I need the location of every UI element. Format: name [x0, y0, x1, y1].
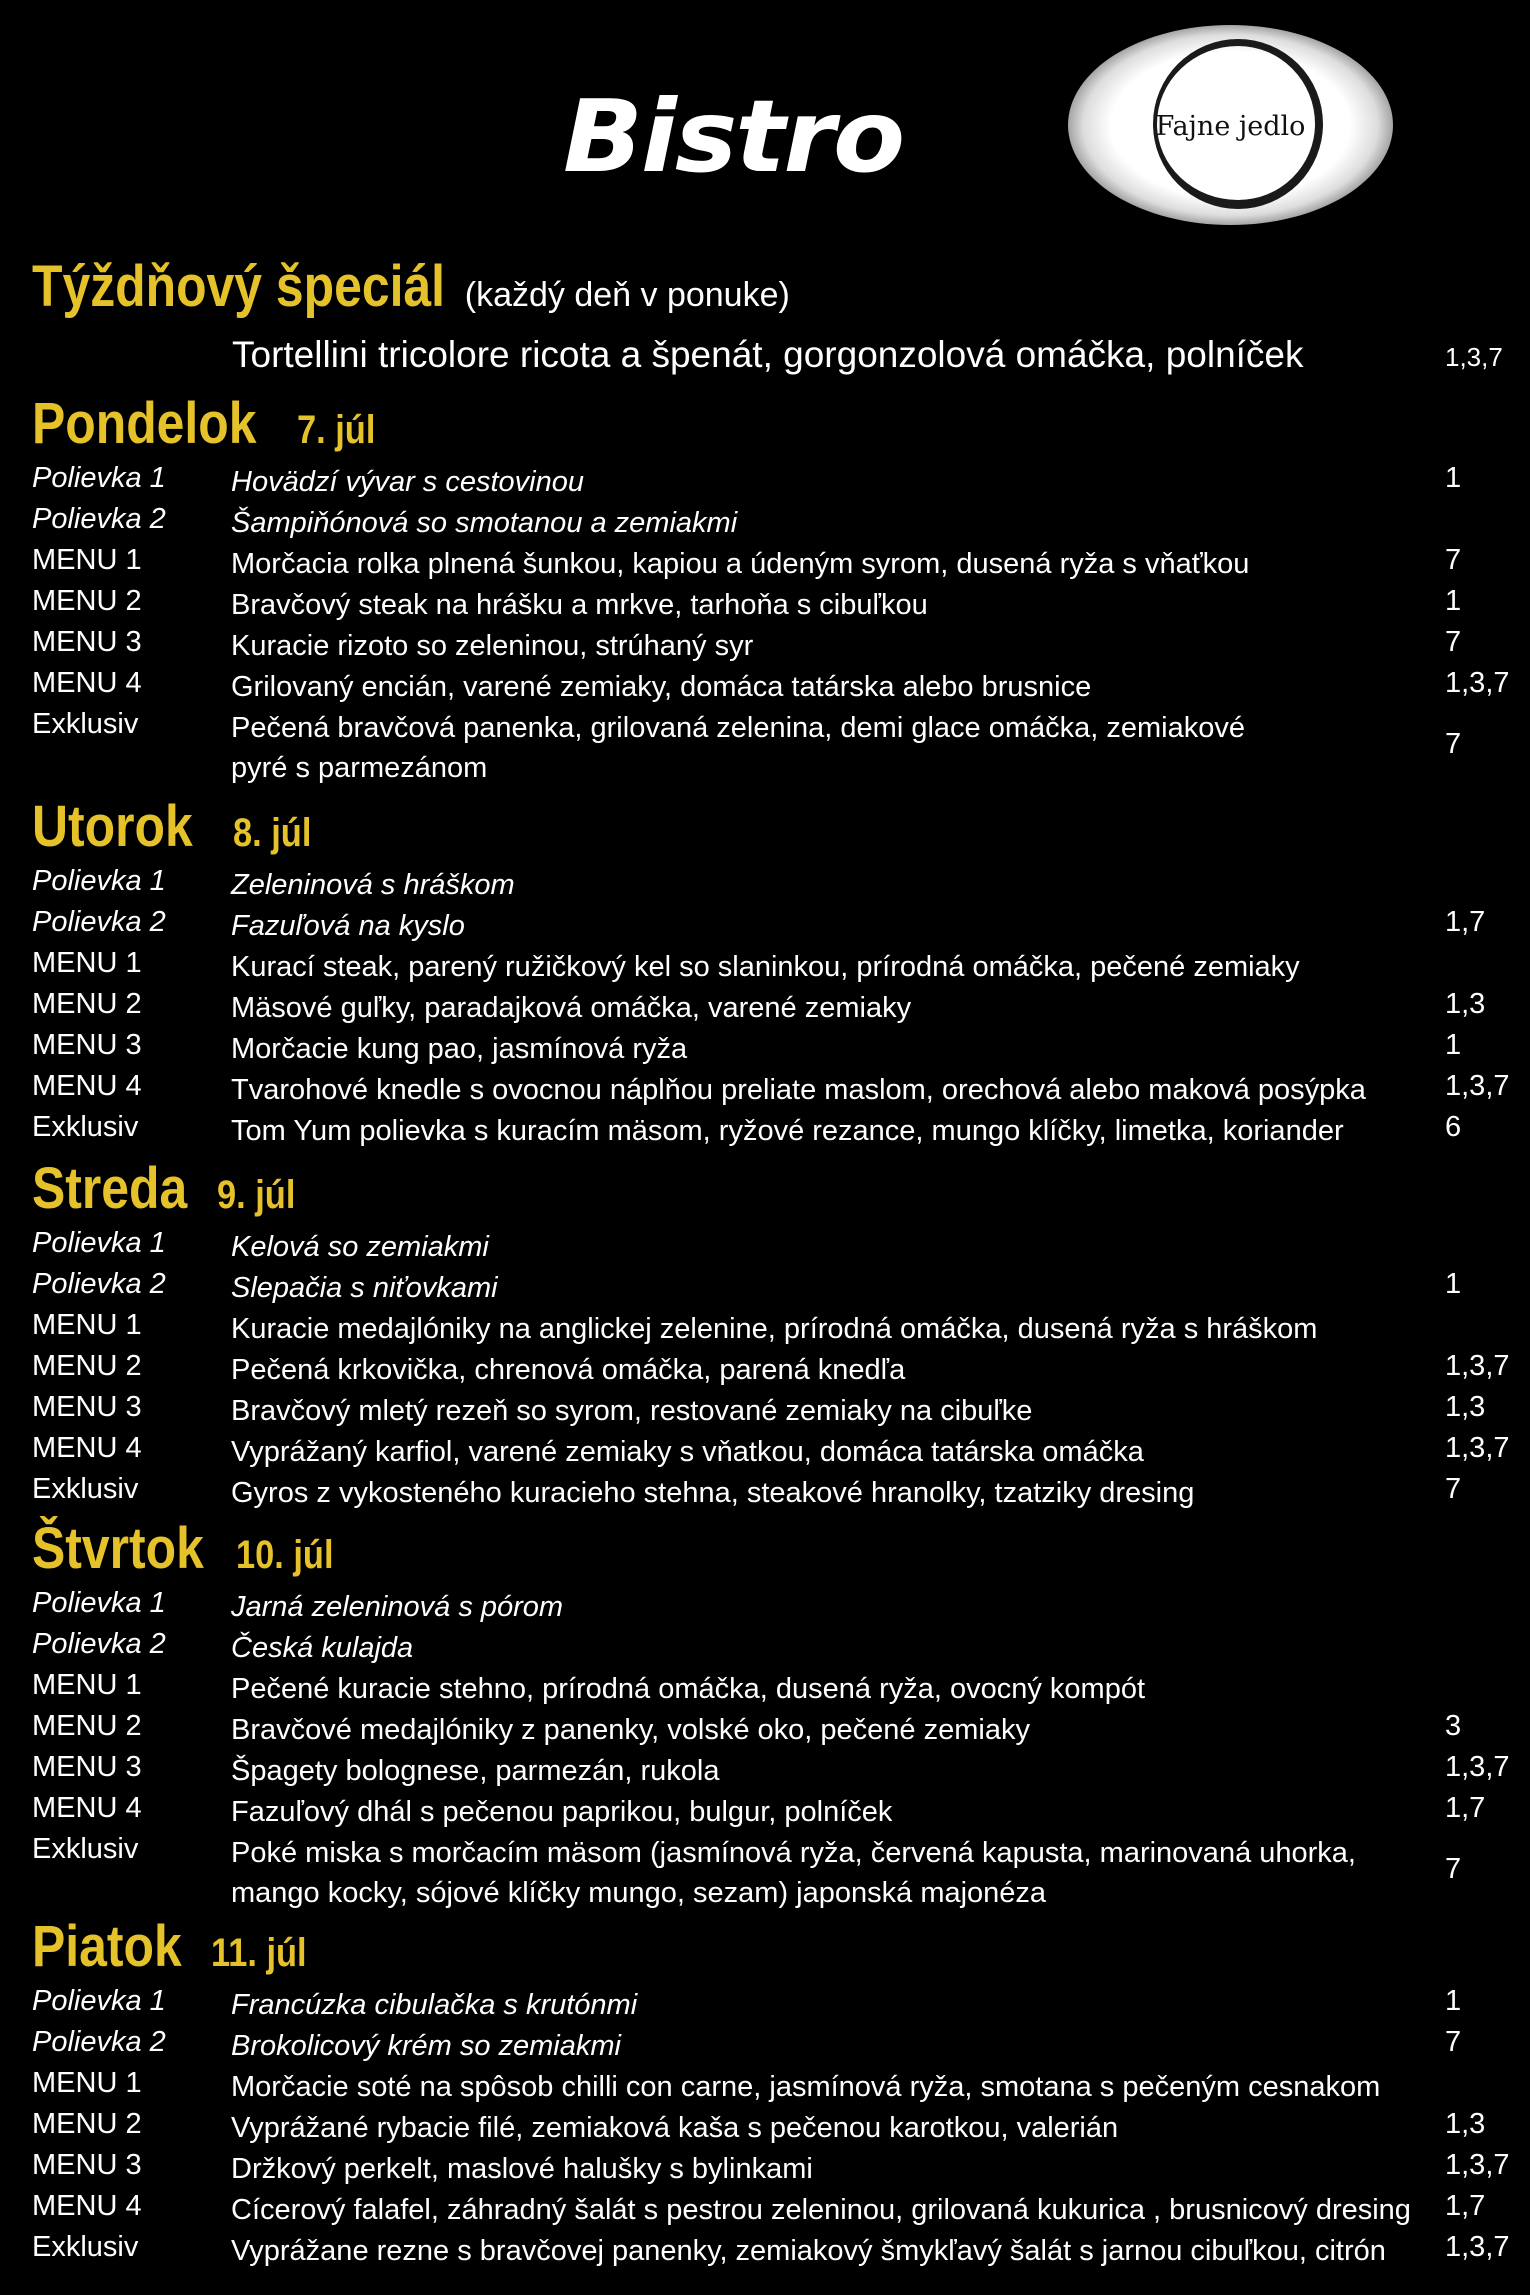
menu-row — [0, 540, 1530, 581]
menu-row — [0, 1829, 1530, 1910]
menu-row — [0, 2186, 1530, 2227]
item-label: MENU 2 — [32, 988, 142, 1020]
item-label: Exklusiv — [32, 708, 139, 740]
item-dish: Gyros z vykosteného kuracieho stehna, steakové hranolky, tzatziky dresing — [231, 1477, 1195, 1509]
menu-row — [0, 1981, 1530, 2022]
menu-row — [0, 1428, 1530, 1469]
item-label: MENU 2 — [32, 585, 142, 617]
item-allergens: 1,7 — [1445, 2190, 1486, 2222]
item-label: Polievka 1 — [32, 1985, 166, 2017]
item-label: Exklusiv — [32, 1111, 139, 1143]
item-label: MENU 4 — [32, 2190, 142, 2222]
item-label: MENU 2 — [32, 1710, 142, 1742]
weekly-special-subtitle: (každý deň v ponuke) — [464, 276, 790, 314]
item-dish: Cícerový falafel, záhradný šalát s pestrou zeleninou, grilovaná kukurica , brusnicový dresing — [231, 2194, 1411, 2226]
item-label: Polievka 2 — [32, 2026, 166, 2058]
item-allergens: 1,3,7 — [1445, 2231, 1510, 2263]
item-dish: Tom Yum polievka s kuracím mäsom, ryžové rezance, mungo klíčky, limetka, koriander — [231, 1115, 1344, 1147]
item-dish: Poké miska s morčacím mäsom (jasmínová ryža, červená kapusta, marinovaná uhorka, mango kocky, sójové klíčky mungo, sezam) japonská majonéza — [231, 1837, 1356, 1909]
item-dish: Bravčový mletý rezeň so syrom, restované zemiaky na cibuľke — [231, 1395, 1033, 1427]
day-title — [32, 390, 389, 457]
item-dish: Morčacie kung pao, jasmínová ryža — [231, 1033, 688, 1065]
item-label: Polievka 2 — [32, 906, 166, 938]
item-label: Polievka 1 — [32, 1587, 166, 1619]
item-allergens: 1,3 — [1445, 1391, 1486, 1423]
item-dish: Jarná zeleninová s pórom — [231, 1591, 564, 1623]
day-title — [32, 1913, 322, 1980]
item-allergens: 1 — [1445, 1029, 1462, 1061]
menu-row — [0, 1264, 1530, 1305]
item-dish: Fazuľový dhál s pečenou paprikou, bulgur, polníček — [231, 1796, 893, 1828]
day-date: 9. júl — [216, 1173, 296, 1217]
item-allergens: 1,7 — [1445, 906, 1486, 938]
menu-row — [0, 1583, 1530, 1624]
day-items — [0, 1981, 1530, 2268]
item-allergens: 7 — [1445, 544, 1462, 576]
item-dish: Slepačia s niťovkami — [231, 1272, 498, 1304]
item-allergens: 1,3,7 — [1445, 667, 1510, 699]
item-allergens: 7 — [1445, 2026, 1462, 2058]
item-allergens: 1 — [1445, 585, 1462, 617]
item-allergens: 7 — [1445, 626, 1462, 658]
item-dish: Česká kulajda — [231, 1632, 414, 1664]
item-dish: Bravčové medajlóniky z panenky, volské oko, pečené zemiaky — [231, 1714, 1030, 1746]
day-name: Pondelok — [32, 391, 257, 456]
day-date: 8. júl — [233, 811, 312, 855]
weekly-special-title: Týždňový špeciál — [32, 254, 446, 319]
menu-row — [0, 1346, 1530, 1387]
menu-row — [0, 1665, 1530, 1706]
item-dish: Mäsové guľky, paradajková omáčka, varené zemiaky — [231, 992, 912, 1024]
item-allergens: 1,3 — [1445, 988, 1486, 1020]
day-items — [0, 1583, 1530, 1910]
weekly-special-allergens: 1,3,7 — [1445, 342, 1503, 372]
item-label: MENU 4 — [32, 1070, 142, 1102]
menu-row — [0, 2145, 1530, 2186]
item-label: MENU 3 — [32, 1391, 142, 1423]
item-allergens: 7 — [1445, 1473, 1462, 1505]
day-title — [32, 1515, 350, 1582]
item-dish: Špagety bolognese, parmezán, rukola — [231, 1755, 720, 1787]
weekly-special-heading — [32, 253, 790, 320]
menu-row — [0, 2104, 1530, 2145]
item-label: Polievka 1 — [32, 462, 166, 494]
menu-row — [0, 704, 1530, 785]
item-label: MENU 1 — [32, 2067, 142, 2099]
item-dish: Kuracie medajlóniky na anglickej zelenine, prírodná omáčka, dusená ryža s hráškom — [231, 1313, 1318, 1345]
item-label: MENU 2 — [32, 1350, 142, 1382]
menu-row — [0, 1223, 1530, 1264]
day-date: 11. júl — [210, 1931, 307, 1975]
item-dish: Bravčový steak na hrášku a mrkve, tarhoňa s cibuľkou — [231, 589, 928, 621]
menu-row — [0, 1706, 1530, 1747]
menu-row — [0, 1387, 1530, 1428]
item-dish: Pečené kuracie stehno, prírodná omáčka, dusená ryža, ovocný kompót — [231, 1673, 1146, 1705]
item-allergens: 1 — [1445, 462, 1462, 494]
item-label: MENU 2 — [32, 2108, 142, 2140]
menu-row — [0, 1624, 1530, 1665]
item-label: Exklusiv — [32, 2231, 139, 2263]
menu-row — [0, 2022, 1530, 2063]
item-label: MENU 1 — [32, 947, 142, 979]
item-allergens: 1 — [1445, 1268, 1462, 1300]
item-label: MENU 3 — [32, 626, 142, 658]
item-dish: Hovädzí vývar s cestovinou — [231, 466, 584, 498]
item-dish: Pečená bravčová panenka, grilovaná zelenina, demi glace omáčka, zemiakové pyré s parmezánom — [231, 712, 1245, 784]
item-allergens: 1,3 — [1445, 2108, 1486, 2140]
item-label: MENU 1 — [32, 544, 142, 576]
menu-row — [0, 1305, 1530, 1346]
item-dish: Tvarohové knedle s ovocnou náplňou preliate maslom, orechová alebo maková posýpka — [231, 1074, 1366, 1106]
menu-row — [0, 622, 1530, 663]
item-allergens: 1,3,7 — [1445, 1751, 1510, 1783]
item-dish: Šampiňónová so smotanou a zemiakmi — [231, 507, 738, 539]
menu-row — [0, 581, 1530, 622]
item-dish: Vyprážaný karfiol, varené zemiaky s vňatkou, domáca tatárska omáčka — [231, 1436, 1144, 1468]
item-allergens: 1,7 — [1445, 1792, 1486, 1824]
item-dish: Kelová so zemiakmi — [231, 1231, 489, 1263]
menu-row — [0, 2063, 1530, 2104]
item-allergens: 3 — [1445, 1710, 1462, 1742]
item-dish: Kuracie rizoto so zeleninou, strúhaný syr — [231, 630, 754, 662]
item-dish: Zeleninová s hráškom — [231, 869, 515, 901]
menu-row — [0, 902, 1530, 943]
day-name: Streda — [32, 1156, 188, 1221]
day-date: 10. júl — [236, 1533, 334, 1577]
item-label: Exklusiv — [32, 1833, 139, 1865]
item-dish: Vyprážane rezne s bravčovej panenky, zemiakový šmykľavý šalát s jarnou cibuľkou, citrón — [231, 2235, 1386, 2267]
menu-row — [0, 2227, 1530, 2268]
day-items — [0, 458, 1530, 785]
item-dish: Brokolicový krém so zemiakmi — [231, 2030, 621, 2062]
menu-row — [0, 1025, 1530, 1066]
menu-row — [0, 663, 1530, 704]
logo-text: Fajne jedlo — [1155, 111, 1306, 142]
item-allergens: 7 — [1445, 1853, 1462, 1885]
menu-row — [0, 499, 1530, 540]
item-allergens: 7 — [1445, 728, 1462, 760]
item-dish: Držkový perkelt, maslové halušky s bylinkami — [231, 2153, 813, 2185]
day-name: Utorok — [32, 794, 193, 859]
menu-row — [0, 984, 1530, 1025]
bistro-title: Bistro — [563, 78, 904, 195]
menu-row — [0, 1066, 1530, 1107]
item-dish: Vyprážané rybacie filé, zemiaková kaša s pečenou karotkou, valerián — [231, 2112, 1119, 2144]
logo — [1068, 25, 1393, 225]
item-dish: Grilovaný encián, varené zemiaky, domáca tatárska alebo brusnice — [231, 671, 1092, 703]
day-items — [0, 1223, 1530, 1510]
item-dish: Pečená krkovička, chrenová omáčka, parená knedľa — [231, 1354, 906, 1386]
item-dish: Fazuľová na kyslo — [231, 910, 465, 942]
menu-row — [0, 943, 1530, 984]
item-label: MENU 3 — [32, 1751, 142, 1783]
item-label: Polievka 2 — [32, 503, 166, 535]
menu-row — [0, 1747, 1530, 1788]
item-label: Exklusiv — [32, 1473, 139, 1505]
item-allergens: 1 — [1445, 1985, 1462, 2017]
day-name: Štvrtok — [32, 1516, 204, 1581]
menu-row — [0, 1469, 1530, 1510]
item-dish: Morčacia rolka plnená šunkou, kapiou a údeným syrom, dusená ryža s vňaťkou — [231, 548, 1250, 580]
menu-row — [0, 1788, 1530, 1829]
item-label: Polievka 1 — [32, 1227, 166, 1259]
item-allergens: 1,3,7 — [1445, 2149, 1510, 2181]
weekly-special-dish: Tortellini tricolore ricota a špenát, gorgonzolová omáčka, polníček — [232, 334, 1304, 375]
day-items — [0, 861, 1530, 1148]
item-dish: Morčacie soté na spôsob chilli con carne, jasmínová ryža, smotana s pečeným cesnakom — [231, 2071, 1381, 2103]
day-date: 7. júl — [297, 408, 376, 452]
item-label: MENU 1 — [32, 1309, 142, 1341]
menu-row — [0, 861, 1530, 902]
item-allergens: 1,3,7 — [1445, 1070, 1510, 1102]
item-label: Polievka 2 — [32, 1628, 166, 1660]
item-label: MENU 3 — [32, 2149, 142, 2181]
item-allergens: 1,3,7 — [1445, 1432, 1510, 1464]
item-allergens: 6 — [1445, 1111, 1462, 1143]
day-title — [32, 1155, 308, 1222]
day-name: Piatok — [32, 1914, 182, 1979]
item-dish: Francúzka cibulačka s krutónmi — [231, 1989, 638, 2021]
menu-row — [0, 1107, 1530, 1148]
item-allergens: 1,3,7 — [1445, 1350, 1510, 1382]
day-title — [32, 793, 324, 860]
item-label: MENU 4 — [32, 667, 142, 699]
item-label: MENU 4 — [32, 1792, 142, 1824]
item-label: MENU 3 — [32, 1029, 142, 1061]
item-dish: Kurací steak, parený ružičkový kel so slaninkou, prírodná omáčka, pečené zemiaky — [231, 951, 1300, 983]
item-label: MENU 4 — [32, 1432, 142, 1464]
item-label: Polievka 2 — [32, 1268, 166, 1300]
menu-row — [0, 458, 1530, 499]
item-label: MENU 1 — [32, 1669, 142, 1701]
item-label: Polievka 1 — [32, 865, 166, 897]
